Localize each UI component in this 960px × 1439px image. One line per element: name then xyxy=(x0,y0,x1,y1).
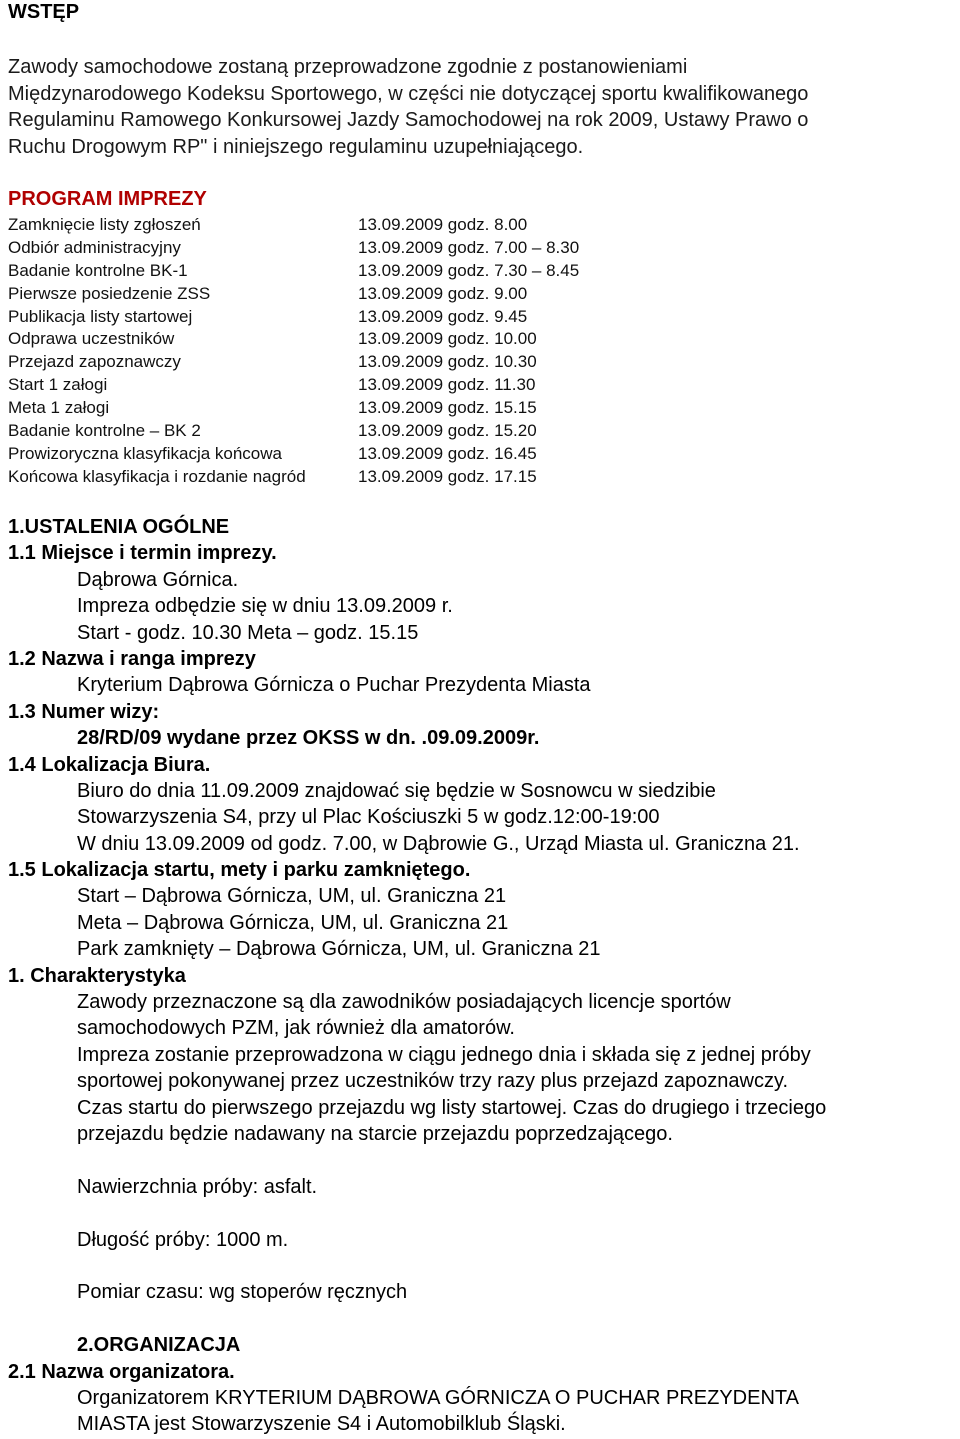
schedule-value: 13.09.2009 godz. 9.00 xyxy=(358,283,528,303)
section-heading: 1.2 Nazwa i ranga imprezy xyxy=(8,647,256,670)
intro-line: Zawody samochodowe zostaną przeprowadzone zgodnie z postanowieniami xyxy=(8,56,688,78)
body-line: Długość próby: 1000 m. xyxy=(77,1228,289,1251)
body-line xyxy=(8,1200,953,1226)
section-heading: 2.1 Nazwa organizatora. xyxy=(8,1360,235,1383)
body-line xyxy=(8,1253,953,1279)
intro-line: Ruchu Drogowym RP" i niniejszego regulaminu uzupełniającego. xyxy=(8,135,584,158)
schedule-label: Badanie kontrolne – BK 2 xyxy=(8,421,201,441)
section-heading: 1. Charakterystyka xyxy=(8,964,186,987)
section-heading: 1.1 Miejsce i termin imprezy. xyxy=(8,542,277,565)
body-line: sportowej pokonywanej przez uczestników trzy razy plus przejazd zapoznawczy. xyxy=(77,1070,789,1093)
schedule-value: 13.09.2009 godz. 16.45 xyxy=(358,443,537,463)
schedule-value: 13.09.2009 godz. 7.30 – 8.45 xyxy=(358,260,580,280)
schedule-value: 13.09.2009 godz. 9.45 xyxy=(358,306,528,326)
body-line: Start - godz. 10.30 Meta – godz. 15.15 xyxy=(77,621,419,644)
schedule-label: Prowizoryczna klasyfikacja końcowa xyxy=(8,443,282,463)
schedule-label: Publikacja listy startowej xyxy=(8,306,193,326)
body-line: przejazdu będzie nadawany na starcie przejazdu poprzedzającego. xyxy=(77,1122,673,1145)
schedule-label: Przejazd zapoznawczy xyxy=(8,352,181,372)
section-heading: 1.USTALENIA OGÓLNE xyxy=(8,516,230,538)
schedule-label: Zamknięcie listy zgłoszeń xyxy=(8,215,201,234)
schedule-value: 13.09.2009 godz. 15.20 xyxy=(358,421,537,441)
section-heading-wstep: WSTĘP xyxy=(8,1,80,23)
body-line: Biuro do dnia 11.09.2009 znajdować się będzie w Sosnowcu w siedzibie xyxy=(77,779,716,802)
body-line: Park zamknięty – Dąbrowa Górnicza, UM, ul. Graniczna 21 xyxy=(77,938,601,961)
schedule-value: 13.09.2009 godz. 7.00 – 8.30 xyxy=(358,237,580,257)
program-title: PROGRAM IMPREZY xyxy=(8,188,207,210)
section-heading: 1.5 Lokalizacja startu, mety i parku zamkniętego. xyxy=(8,859,471,882)
schedule-label: Start 1 załogi xyxy=(8,375,108,395)
schedule-label: Końcowa klasyfikacja i rozdanie nagród xyxy=(8,466,306,486)
body-line: Pomiar czasu: wg stoperów ręcznych xyxy=(77,1281,408,1304)
schedule-value: 13.09.2009 godz. 10.00 xyxy=(358,329,537,349)
body-line: MIASTA jest Stowarzyszenie S4 i Automobilklub Śląski. xyxy=(77,1413,566,1436)
schedule-label: Odbiór administracyjny xyxy=(8,237,181,257)
schedule-value: 13.09.2009 godz. 15.15 xyxy=(358,398,537,418)
body-line: Nawierzchnia próby: asfalt. xyxy=(77,1175,318,1198)
schedule-value: 13.09.2009 godz. 17.15 xyxy=(358,466,537,486)
schedule-label: Meta 1 załogi xyxy=(8,398,110,418)
intro-line: Regulaminu Ramowego Konkursowej Jazdy Samochodowej na rok 2009, Ustawy Prawo o xyxy=(8,109,809,131)
body-line: Impreza zostanie przeprowadzona w ciągu jednego dnia i składa się z jednej próby xyxy=(77,1043,811,1066)
body-text xyxy=(8,514,953,1438)
section-heading: 2.ORGANIZACJA xyxy=(77,1334,241,1357)
intro-line: Międzynarodowego Kodeksu Sportowego, w części nie dotyczącej sportu kwalifikowanego xyxy=(8,82,809,105)
schedule-label: Badanie kontrolne BK-1 xyxy=(8,260,188,280)
body-line: Impreza odbędzie się w dniu 13.09.2009 r. xyxy=(77,595,453,618)
schedule-value: 13.09.2009 godz. 8.00 xyxy=(358,215,528,234)
section-heading: 28/RD/09 wydane przez OKSS w dn. .09.09.2009r. xyxy=(77,727,540,750)
body-line: W dniu 13.09.2009 od godz. 7.00, w Dąbrowie G., Urząd Miasta ul. Graniczna 21. xyxy=(77,832,800,855)
schedule-label: Odprawa uczestników xyxy=(8,329,175,349)
body-line: Start – Dąbrowa Górnicza, UM, ul. Graniczna 21 xyxy=(77,885,507,908)
body-line: Organizatorem KRYTERIUM DĄBROWA GÓRNICZA O PUCHAR PREZYDENTA xyxy=(77,1386,799,1409)
schedule-value: 13.09.2009 godz. 10.30 xyxy=(358,352,537,372)
body-line: Kryterium Dąbrowa Górnicza o Puchar Prezydenta Miasta xyxy=(77,674,591,697)
body-line: Stowarzyszenia S4, przy ul Plac Kościuszki 5 w godz.12:00-19:00 xyxy=(77,806,660,829)
body-line xyxy=(8,1306,953,1332)
section-heading: 1.4 Lokalizacja Biura. xyxy=(8,753,211,776)
section-heading: 1.3 Numer wizy: xyxy=(8,700,160,723)
body-line: Zawody przeznaczone są dla zawodników posiadających licencje sportów xyxy=(77,991,731,1014)
body-line: Czas startu do pierwszego przejazdu wg listy startowej. Czas do drugiego i trzeciego xyxy=(77,1096,827,1119)
schedule-value: 13.09.2009 godz. 11.30 xyxy=(358,375,536,395)
body-line: Dąbrowa Górnica. xyxy=(77,568,239,591)
body-line xyxy=(8,1147,953,1173)
intro-paragraph xyxy=(8,54,808,160)
body-line: samochodowych PZM, jak również dla amatorów. xyxy=(77,1017,515,1040)
body-line: Meta – Dąbrowa Górnicza, UM, ul. Graniczna 21 xyxy=(77,911,509,934)
schedule-label: Pierwsze posiedzenie ZSS xyxy=(8,283,211,303)
